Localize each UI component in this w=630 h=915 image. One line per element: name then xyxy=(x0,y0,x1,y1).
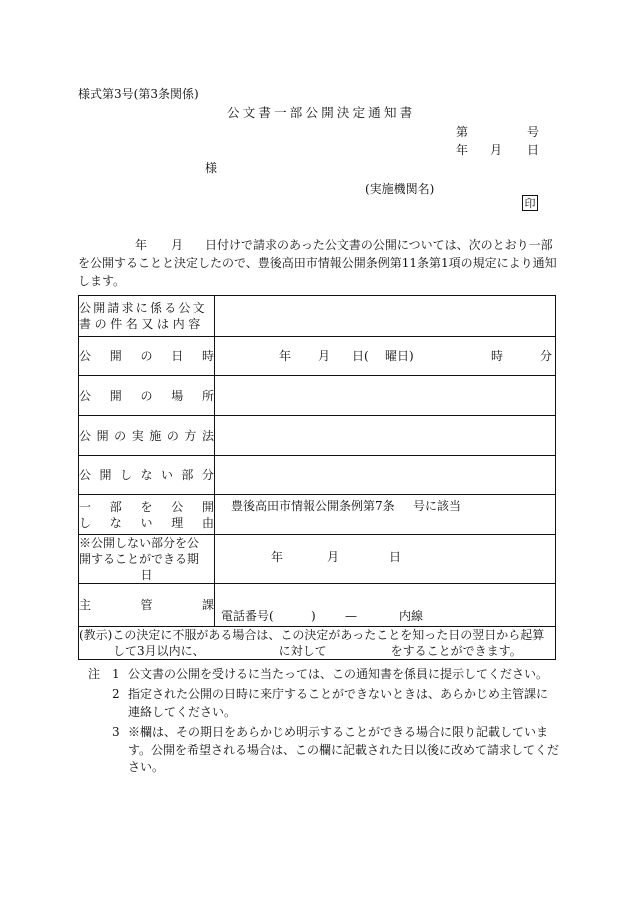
datetime-day: 日( xyxy=(352,349,369,363)
appeal-instruction xyxy=(79,627,556,660)
datetime-weekday: 曜日) xyxy=(385,349,414,363)
datetime-label: 公 開 の 日 時 xyxy=(79,337,215,376)
table-row xyxy=(79,337,556,376)
seal-mark: 印 xyxy=(522,195,538,211)
agency-name: (実施機関名) xyxy=(365,182,435,196)
extension-label: 内線 xyxy=(399,609,424,623)
datetime-month: 月 xyxy=(318,349,331,363)
phone-dash: — xyxy=(345,609,357,623)
disclosure-date-value[interactable] xyxy=(215,535,556,584)
datetime-hour: 時 xyxy=(491,349,504,363)
table-row xyxy=(79,296,556,337)
table-row xyxy=(79,535,556,584)
subject-value[interactable] xyxy=(215,296,556,337)
department-label: 主 管 課 xyxy=(79,584,215,627)
table-row xyxy=(79,416,556,456)
subject-label: 公開請求に係る公文 書の件名又は内容 xyxy=(79,296,215,337)
note-3: 3 ※欄は、その期日をあらかじめ明示することができる場合に限り記載していま す。公開を希望される場合は、この欄に記載された日以後に改めて請求してくだ さい。 xyxy=(112,725,560,774)
datetime-minute: 分 xyxy=(540,349,553,363)
form-number: 様式第3号(第3条関係) xyxy=(78,87,199,101)
datetime-value[interactable] xyxy=(215,337,556,376)
datetime-year: 年 xyxy=(279,349,292,363)
phone-label: 電話番号( xyxy=(221,609,274,623)
reason-value[interactable] xyxy=(215,495,556,535)
appeal-line-1: (教示)この決定に不服がある場合は、この決定があったことを知った日の翌日から起算 xyxy=(79,628,545,642)
intro-line-2: を公開することと決定したので、豊後高田市情報公開条例第11条第1項の規定により通知 xyxy=(78,256,557,270)
notice-table xyxy=(78,295,556,660)
intro-line-1-text: 日付けで請求のあった公文書の公開については、次のとおり一部 xyxy=(205,238,553,252)
date-month-label: 月 xyxy=(490,143,503,157)
number-prefix: 第 xyxy=(456,125,469,139)
method-label: 公 開 の 実 施 の 方 法 xyxy=(79,416,215,456)
phone-close: ) xyxy=(311,609,316,623)
intro-year: 年 xyxy=(135,238,148,252)
appeal-line-2: して3月以内に、 に対して をすることができます。 xyxy=(113,644,522,658)
disclosure-date-label: ※公開しない部分を公 開することができる期 日 xyxy=(79,535,215,584)
document-title: 公文書一部公開決定通知書 xyxy=(227,105,416,120)
table-row xyxy=(79,376,556,416)
reason-label: 一 部 を 公 開 し な い 理 由 xyxy=(79,495,215,535)
disclosure-day: 日 xyxy=(389,550,402,564)
method-value[interactable] xyxy=(215,416,556,456)
disclosure-month: 月 xyxy=(327,550,340,564)
notes-heading: 注 xyxy=(88,667,101,681)
disclosure-year: 年 xyxy=(271,550,284,564)
table-row xyxy=(79,456,556,495)
table-row xyxy=(79,495,556,535)
table-row xyxy=(79,584,556,627)
date-day-label: 日 xyxy=(527,143,540,157)
number-suffix: 号 xyxy=(527,125,540,139)
place-value[interactable] xyxy=(215,376,556,416)
note-2: 2 指定された公開の日時に来庁することができないときは、あらかじめ主管課に 連絡してください。 xyxy=(112,687,549,719)
reason-clause: 号に該当 xyxy=(413,499,462,513)
note-1: 1 公文書の公開を受けるに当たっては、この通知書を係員に提示してください。 xyxy=(112,667,549,681)
reason-ordinance: 豊後高田市情報公開条例第7条 xyxy=(231,499,395,513)
date-year-label: 年 xyxy=(456,143,469,157)
table-row xyxy=(79,627,556,660)
undisclosed-part-label: 公 開 し な い 部 分 xyxy=(79,456,215,495)
intro-line-1 xyxy=(78,236,553,254)
intro-month: 月 xyxy=(171,238,184,252)
undisclosed-part-value[interactable] xyxy=(215,456,556,495)
department-value[interactable] xyxy=(215,584,556,627)
intro-line-3: します。 xyxy=(78,274,126,288)
place-label: 公 開 の 場 所 xyxy=(79,376,215,416)
addressee-suffix: 様 xyxy=(205,161,218,175)
intro-paragraph xyxy=(78,236,557,290)
